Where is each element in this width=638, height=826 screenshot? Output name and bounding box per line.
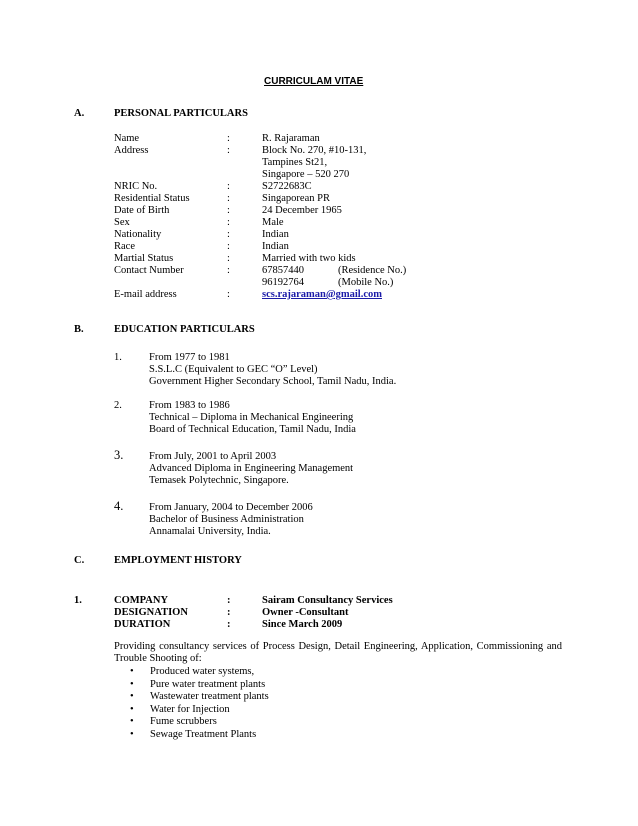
field-separator: : bbox=[227, 265, 230, 276]
field-separator: : bbox=[227, 145, 230, 156]
field-label-nric: NRIC No. bbox=[114, 181, 158, 192]
field-value-address-line-2: Tampines St21, bbox=[262, 157, 328, 168]
field-value-date-of-birth: 24 December 1965 bbox=[262, 205, 342, 216]
field-label-nationality: Nationality bbox=[114, 229, 162, 240]
education-item-line: From July, 2001 to April 2003 bbox=[149, 451, 277, 462]
field-separator: : bbox=[227, 193, 230, 204]
field-separator: : bbox=[227, 181, 230, 192]
field-value-mobile-phone: 96192764 bbox=[262, 277, 304, 288]
field-value-martial-status: Married with two kids bbox=[262, 253, 356, 264]
education-item-line: S.S.L.C (Equivalent to GEC “O” Level) bbox=[149, 364, 318, 375]
job-label-company: COMPANY bbox=[114, 595, 169, 606]
field-value-nric: S2722683C bbox=[262, 181, 312, 192]
education-item-number: 2. bbox=[114, 400, 122, 411]
section-c-letter: C. bbox=[74, 555, 85, 566]
education-item-line: From 1983 to 1986 bbox=[149, 400, 230, 411]
job-label-duration: DURATION bbox=[114, 619, 171, 630]
field-label-contact-number: Contact Number bbox=[114, 265, 184, 276]
field-value-sex: Male bbox=[262, 217, 284, 228]
education-item-line: Advanced Diploma in Engineering Management bbox=[149, 463, 354, 474]
education-item-number: 1. bbox=[114, 352, 122, 363]
job-value-company: Sairam Consultancy Services bbox=[262, 595, 393, 606]
list-item: • Water for Injection bbox=[130, 704, 269, 717]
section-b-heading: EDUCATION PARTICULARS bbox=[114, 324, 255, 335]
field-value-nationality: Indian bbox=[262, 229, 289, 240]
list-item: • Pure water treatment plants bbox=[130, 679, 269, 692]
field-value-address-line-3: Singapore – 520 270 bbox=[262, 169, 350, 180]
field-separator: : bbox=[227, 253, 230, 264]
list-item: • Wastewater treatment plants bbox=[130, 691, 269, 704]
field-label-name: Name bbox=[114, 133, 140, 144]
education-item-line: Bachelor of Business Administration bbox=[149, 514, 304, 525]
field-value-mobile-phone-type: (Mobile No.) bbox=[338, 277, 394, 288]
document-title: CURRICULAM VITAE bbox=[264, 76, 364, 87]
field-label-address: Address bbox=[114, 145, 149, 156]
job-description: Providing consultancy services of Process Design, Detail Engineering, Application, Commissioning and Trouble Shooting of: bbox=[114, 641, 562, 664]
section-c-heading: EMPLOYMENT HISTORY bbox=[114, 555, 242, 566]
education-item-line: Annamalai University, India. bbox=[149, 526, 271, 537]
field-value-race: Indian bbox=[262, 241, 289, 252]
field-value-residence-phone: 67857440 bbox=[262, 265, 304, 276]
education-item-line: Temasek Polytechnic, Singapore. bbox=[149, 475, 289, 486]
field-separator: : bbox=[227, 595, 231, 606]
field-separator: : bbox=[227, 607, 231, 618]
education-item-line: Board of Technical Education, Tamil Nadu, India bbox=[149, 424, 356, 435]
education-item-number: 4. bbox=[114, 499, 124, 513]
list-item: • Produced water systems, bbox=[130, 666, 269, 679]
field-label-residential-status: Residential Status bbox=[114, 193, 190, 204]
field-value-name: R. Rajaraman bbox=[262, 133, 320, 144]
job-value-duration: Since March 2009 bbox=[262, 619, 343, 630]
job-label-designation: DESIGNATION bbox=[114, 607, 188, 618]
field-separator: : bbox=[227, 133, 230, 144]
field-separator: : bbox=[227, 205, 230, 216]
field-separator: : bbox=[227, 241, 230, 252]
job-responsibility-list bbox=[130, 666, 269, 742]
education-item-number: 3. bbox=[114, 448, 124, 462]
field-label-date-of-birth: Date of Birth bbox=[114, 205, 170, 216]
field-separator: : bbox=[227, 289, 230, 300]
education-item-line: From 1977 to 1981 bbox=[149, 352, 230, 363]
field-value-residence-phone-type: (Residence No.) bbox=[338, 265, 407, 276]
section-a-letter: A. bbox=[74, 108, 85, 119]
field-label-sex: Sex bbox=[114, 217, 130, 228]
section-b-letter: B. bbox=[74, 324, 84, 335]
field-label-martial-status: Martial Status bbox=[114, 253, 174, 264]
email-link[interactable]: scs.rajaraman@gmail.com bbox=[262, 289, 382, 300]
list-item: • Sewage Treatment Plants bbox=[130, 729, 269, 742]
field-label-email: E-mail address bbox=[114, 289, 177, 300]
field-separator: : bbox=[227, 229, 230, 240]
education-item-line: Technical – Diploma in Mechanical Engineering bbox=[149, 412, 354, 423]
field-value-address-line-1: Block No. 270, #10-131, bbox=[262, 145, 367, 156]
section-a-heading: PERSONAL PARTICULARS bbox=[114, 108, 248, 119]
field-separator: : bbox=[227, 217, 230, 228]
field-label-race: Race bbox=[114, 241, 135, 252]
field-value-residential-status: Singaporean PR bbox=[262, 193, 330, 204]
education-item-line: Government Higher Secondary School, Tamil Nadu, India. bbox=[149, 376, 397, 387]
job-number: 1. bbox=[74, 595, 82, 606]
list-item: • Fume scrubbers bbox=[130, 716, 269, 729]
field-separator: : bbox=[227, 619, 231, 630]
education-item-line: From January, 2004 to December 2006 bbox=[149, 502, 313, 513]
job-value-designation: Owner -Consultant bbox=[262, 607, 349, 618]
